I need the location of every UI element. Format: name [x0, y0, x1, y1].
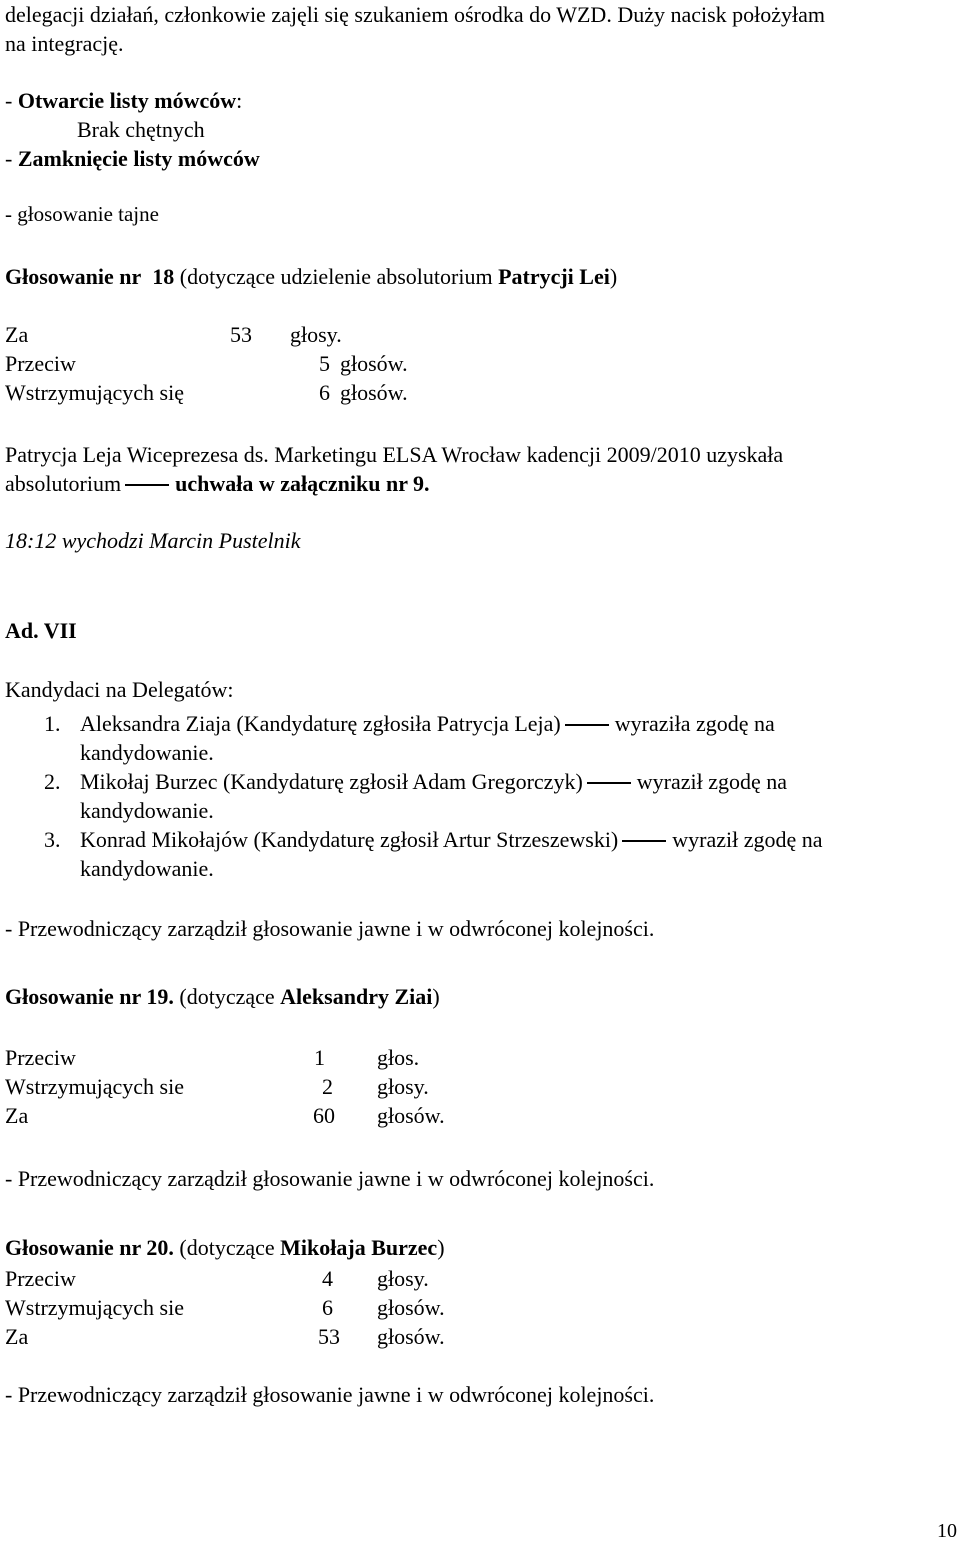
consent-text: wyraził zgodę na — [672, 827, 823, 852]
vote-row-count: 6 — [319, 380, 330, 405]
vote-heading-label: Głosowanie nr 19. — [5, 984, 174, 1009]
vote-row-count: 1 — [314, 1045, 325, 1070]
vote-row-label: Przeciw — [5, 1045, 76, 1070]
vote-row-count: 6 — [322, 1295, 333, 1320]
vote-row-count: 2 — [322, 1074, 333, 1099]
list-item-number: 3. — [44, 827, 61, 852]
vote-heading-label: Głosowanie nr 20. — [5, 1235, 174, 1260]
vote-subject-name: Patrycji Lei — [498, 264, 610, 289]
intro-line-1: delegacji działań, członkowie zajęli się szukaniem ośrodka do WZD. Duży nacisk położyłam — [5, 2, 826, 27]
no-volunteers: Brak chętnych — [77, 117, 205, 142]
vote-row-label: Za — [5, 322, 29, 347]
em-dash — [587, 782, 631, 783]
vote-row-label: Za — [5, 1103, 29, 1128]
chair-order-3: - Przewodniczący zarządził głosowanie jawne i w odwróconej kolejności. — [5, 1382, 655, 1407]
close-speakers-label: Zamknięcie listy mówców — [17, 146, 260, 171]
colon: : — [236, 88, 243, 113]
dash-prefix: - — [5, 146, 18, 171]
vote-row-word: głosy. — [377, 1074, 429, 1099]
vote-row-count: 60 — [313, 1103, 335, 1128]
vote18-result-line-2 — [5, 469, 430, 498]
consent-text: wyraził zgodę na — [636, 769, 788, 794]
vote20-heading — [5, 1233, 445, 1262]
vote-subject-name: Aleksandry Ziai — [280, 984, 433, 1009]
list-item-line-2: kandydowanie. — [80, 740, 214, 765]
result-text: Patrycja Leja Wiceprezesa ds. Marketingu ELSA Wrocław kadencji 2009/2010 uzyskała — [5, 442, 784, 467]
vote-row-word: głosy. — [290, 322, 342, 347]
vote-row-label: Za — [5, 1324, 29, 1349]
page-number: 10 — [937, 1520, 957, 1542]
vote-subject-prefix: (dotyczące udzielenie absolutorium — [179, 264, 499, 289]
em-dash — [565, 724, 609, 725]
vote-row-count: 5 — [319, 351, 330, 376]
list-item-line-1 — [80, 709, 775, 738]
paren-close: ) — [437, 1235, 445, 1260]
resolution-reference: uchwała w załączniku nr 9. — [175, 471, 430, 496]
vote-row-word: głosów. — [377, 1295, 445, 1320]
vote19-heading — [5, 982, 440, 1011]
paren-close: ) — [609, 264, 618, 289]
vote-subject-prefix: (dotyczące — [179, 1235, 281, 1260]
intro-line-2: na integrację. — [5, 31, 124, 56]
vote18-heading — [5, 262, 617, 291]
paren-close: ) — [432, 984, 440, 1009]
vote-heading-label: Głosowanie nr — [5, 264, 142, 289]
vote-row-label: Przeciw — [5, 351, 76, 376]
vote-row-label: Przeciw — [5, 1266, 76, 1291]
candidate-text: Mikołaj Burzec (Kandydaturę zgłosił Adam Gregorczyk) — [80, 769, 583, 794]
em-dash — [622, 840, 666, 841]
em-dash — [125, 484, 169, 485]
vote-subject-name: Mikołaja Burzec — [280, 1235, 438, 1260]
departure-note: 18:12 wychodzi Marcin Pustelnik — [5, 528, 301, 553]
list-item-line-1 — [80, 825, 823, 854]
chair-order: - Przewodniczący zarządził głosowanie jawne i w odwróconej kolejności. — [5, 916, 655, 941]
vote-row-word: głos. — [377, 1045, 420, 1070]
vote-row-word: głosów. — [340, 351, 408, 376]
vote18-result-line-1 — [5, 440, 783, 471]
open-speakers-label: Otwarcie listy mówców — [17, 88, 237, 113]
vote-row-label: Wstrzymujących sie — [5, 1074, 184, 1099]
vote-row-count: 4 — [322, 1266, 333, 1291]
vote-row-count: 53 — [230, 322, 252, 347]
dash-prefix: - — [5, 88, 18, 113]
result-absolutorium: absolutorium — [5, 471, 122, 496]
chair-order-2: - Przewodniczący zarządził głosowanie jawne i w odwróconej kolejności. — [5, 1166, 655, 1191]
candidate-text: Aleksandra Ziaja (Kandydaturę zgłosiła Patrycja Leja) — [80, 711, 561, 736]
list-item-number: 1. — [44, 711, 61, 736]
open-speakers-list — [5, 86, 242, 115]
vote-row-word: głosów. — [377, 1324, 445, 1349]
secret-ballot: - głosowanie tajne — [5, 202, 159, 226]
candidates-heading: Kandydaci na Delegatów: — [5, 677, 234, 702]
candidate-text: Konrad Mikołajów (Kandydaturę zgłosił Artur Strzeszewski) — [80, 827, 619, 852]
consent-text: wyraziła zgodę na — [614, 711, 775, 736]
vote-row-count: 53 — [318, 1324, 340, 1349]
list-item-line-1 — [80, 767, 787, 796]
close-speakers-list — [5, 144, 260, 173]
vote-row-word: głosy. — [377, 1266, 429, 1291]
vote-row-label: Wstrzymujących sie — [5, 1295, 184, 1320]
section-title: Ad. VII — [5, 618, 77, 643]
vote-subject-prefix: (dotyczące — [179, 984, 281, 1009]
vote-number: 18 — [152, 264, 175, 289]
vote-row-word: głosów. — [377, 1103, 445, 1128]
list-item-number: 2. — [44, 769, 61, 794]
vote-row-label: Wstrzymujących się — [5, 380, 184, 405]
list-item-line-2: kandydowanie. — [80, 856, 214, 881]
vote-row-word: głosów. — [340, 380, 408, 405]
list-item-line-2: kandydowanie. — [80, 798, 214, 823]
